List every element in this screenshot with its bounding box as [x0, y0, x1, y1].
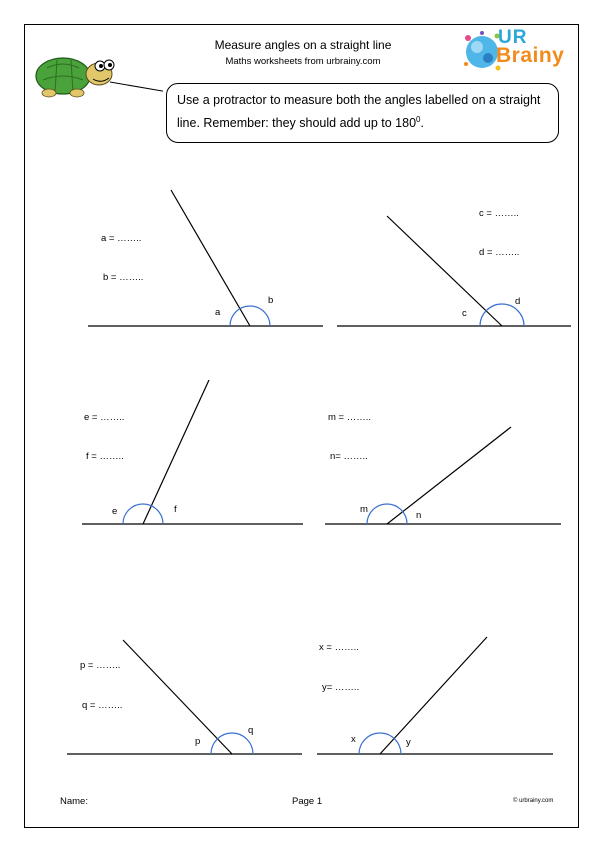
ray-mn — [387, 427, 511, 524]
angle-label-e: e — [112, 506, 118, 517]
angle-label-c: c — [462, 308, 467, 319]
ray-pq — [123, 640, 232, 754]
footer-page-number: Page 1 — [292, 796, 323, 807]
angle-label-d: d — [515, 296, 521, 307]
answer-c: c = …….. — [479, 208, 519, 219]
angle-label-m: m — [360, 504, 368, 515]
logo-text-brainy: Brainy — [496, 44, 565, 67]
angle-label-f: f — [174, 504, 177, 515]
answer-d: d = …….. — [479, 247, 520, 258]
ray-xy — [380, 637, 487, 754]
logo-text-ur: UR — [498, 27, 528, 48]
angle-arc-pq — [211, 733, 253, 754]
answer-q: q = …….. — [82, 700, 123, 711]
ray-ef — [143, 380, 209, 524]
page-title: Measure angles on a straight line — [214, 38, 392, 52]
footer-name-label: Name: — [60, 796, 88, 807]
answer-y: y= …….. — [322, 682, 360, 693]
angle-label-y: y — [406, 737, 411, 748]
angle-label-a: a — [215, 307, 221, 318]
angle-arc-cd — [480, 304, 524, 326]
angle-label-q: q — [248, 725, 254, 736]
angle-label-b: b — [268, 295, 274, 306]
angle-label-n: n — [416, 510, 422, 521]
page-subtitle: Maths worksheets from urbrainy.com — [225, 56, 381, 67]
answer-n: n= …….. — [330, 451, 368, 462]
answer-x: x = …….. — [319, 642, 359, 653]
ray-cd — [387, 216, 502, 326]
angle-arc-xy — [359, 733, 401, 754]
answer-e: e = …….. — [84, 412, 125, 423]
degree-superscript: 0 — [416, 115, 421, 124]
instruction-end: . — [420, 116, 424, 131]
answer-a: a = …….. — [101, 233, 142, 244]
answer-m: m = …….. — [328, 412, 372, 423]
ray-ab — [171, 190, 250, 326]
angle-arc-ef — [123, 504, 163, 524]
angle-arc-ab — [230, 306, 270, 326]
footer-copyright: © urbrainy.com — [513, 798, 554, 804]
answer-f: f = …….. — [86, 451, 124, 462]
answer-b: b = …….. — [103, 272, 144, 283]
instruction-text: Use a protractor to measure both the angles labelled on a straight line. Remember: they should add up to 180 — [177, 93, 541, 131]
angle-arc-mn — [367, 504, 407, 524]
angle-label-p: p — [195, 736, 201, 747]
answer-p: p = …….. — [80, 660, 121, 671]
angle-label-x: x — [351, 734, 356, 745]
